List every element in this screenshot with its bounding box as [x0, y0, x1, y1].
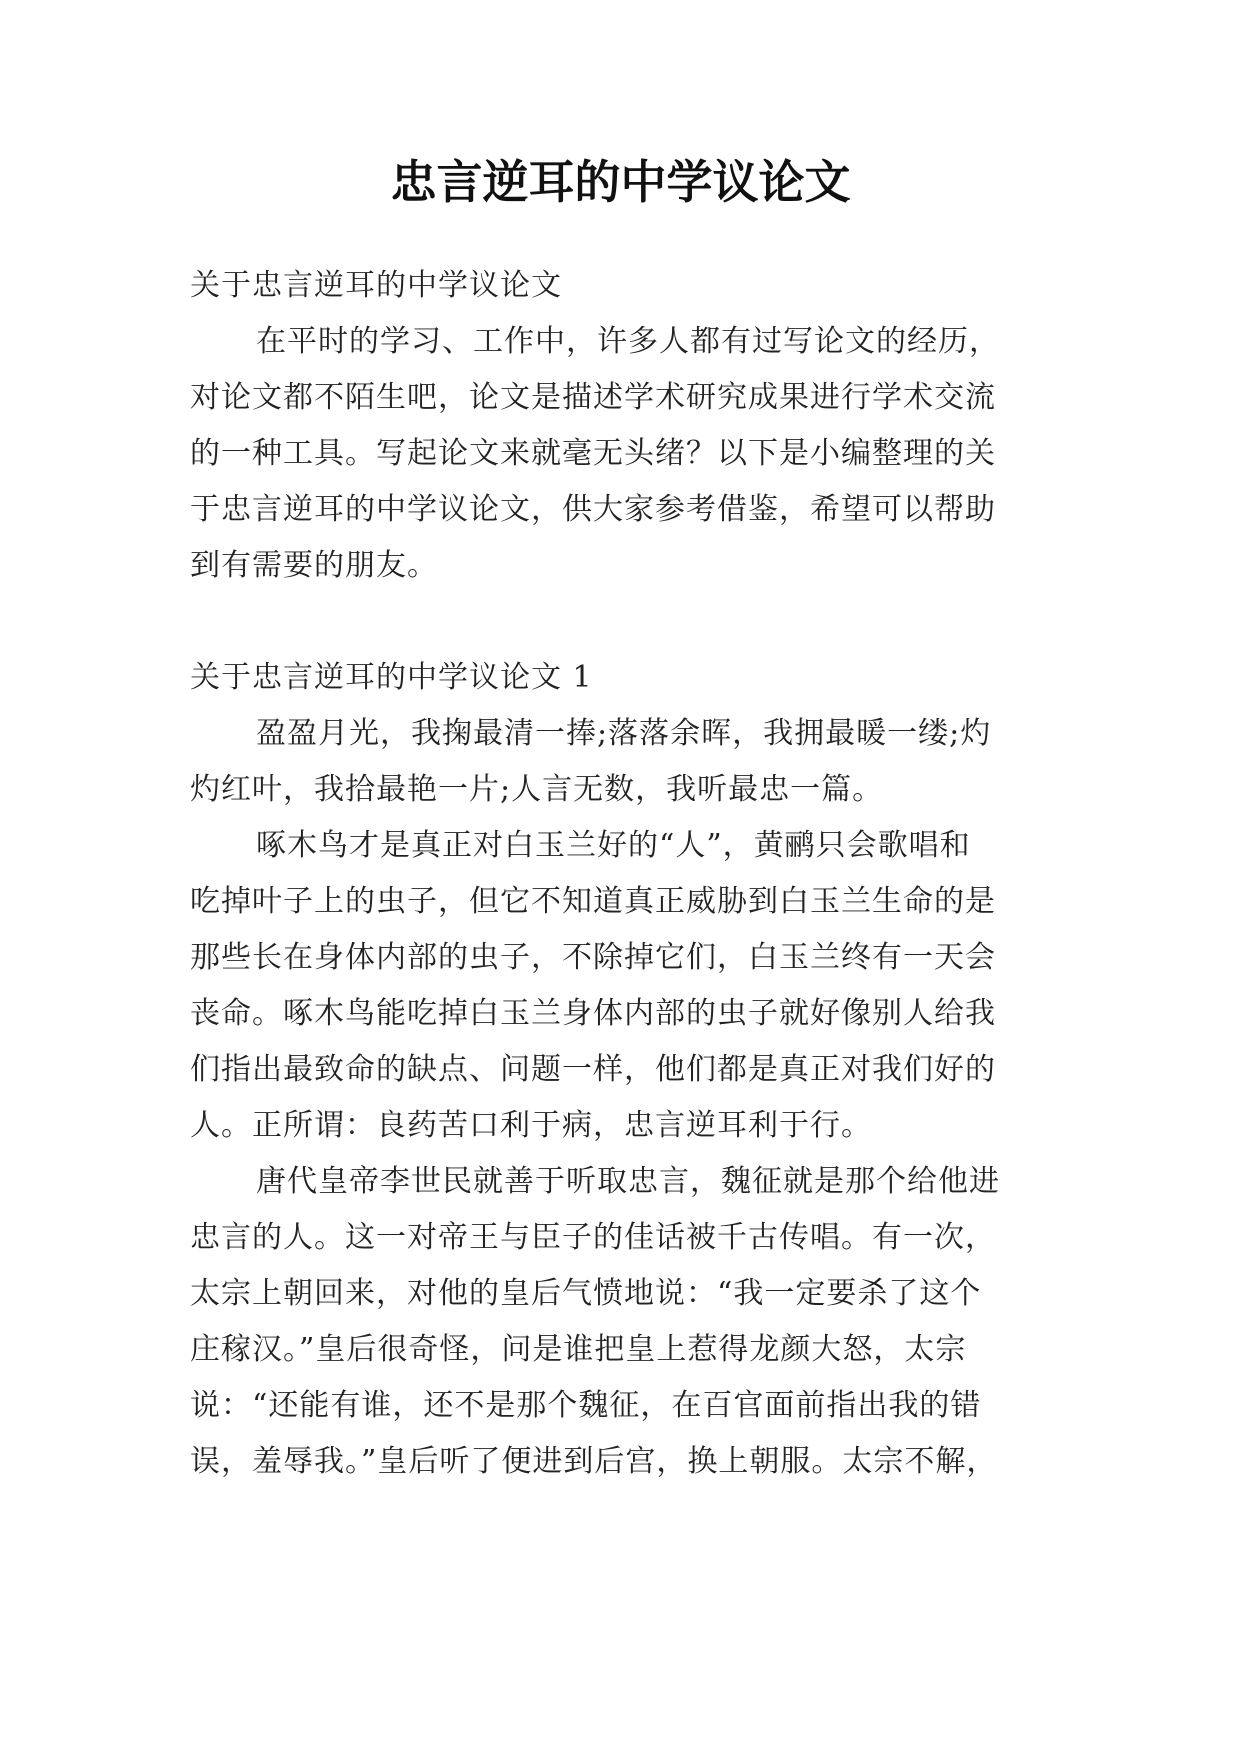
text-line: 们指出最致命的缺点、问题一样，他们都是真正对我们好的	[190, 1052, 996, 1087]
text-line: 的一种工具。写起论文来就毫无头绪？以下是小编整理的关	[190, 436, 996, 471]
document-title: 忠言逆耳的中学议论文	[390, 155, 851, 209]
text-line: 太宗上朝回来，对他的皇后气愤地说：“我一定要杀了这个	[190, 1276, 982, 1311]
text-line: 人。正所谓：良药苦口利于病，忠言逆耳利于行。	[190, 1108, 872, 1143]
text-line: 庄稼汉。”皇后很奇怪，问是谁把皇上惹得龙颜大怒，太宗	[190, 1332, 967, 1367]
text-line: 到有需要的朋友。	[190, 548, 438, 583]
text-line: 关于忠言逆耳的中学议论文	[190, 268, 562, 303]
text-line: 于忠言逆耳的中学议论文，供大家参考借鉴，希望可以帮助	[190, 492, 996, 527]
text-line: 吃掉叶子上的虫子，但它不知道真正威胁到白玉兰生命的是	[190, 884, 996, 919]
text-line: 丧命。啄木鸟能吃掉白玉兰身体内部的虫子就好像别人给我	[190, 996, 996, 1031]
document-body	[190, 258, 1065, 1490]
text-line: 在平时的学习、工作中，许多人都有过写论文的经历，	[256, 324, 1000, 359]
text-line: 啄木鸟才是真正对白玉兰好的“人”，黄鹂只会歌唱和	[256, 828, 971, 863]
text-line: 关于忠言逆耳的中学议论文 1	[190, 660, 593, 695]
text-line: 对论文都不陌生吧，论文是描述学术研究成果进行学术交流	[190, 380, 996, 415]
text-line: 灼红叶，我拾最艳一片;人言无数，我听最忠一篇。	[190, 772, 884, 807]
text-line: 误，羞辱我。”皇后听了便进到后宫，换上朝服。太宗不解，	[190, 1444, 998, 1479]
blank-line	[190, 594, 1065, 650]
text-line: 说：“还能有谁，还不是那个魏征，在百官面前指出我的错	[190, 1388, 982, 1423]
text-line: 那些长在身体内部的虫子，不除掉它们，白玉兰终有一天会	[190, 940, 996, 975]
text-line: 盈盈月光，我掬最清一捧;落落余晖，我拥最暖一缕;灼	[256, 716, 992, 751]
text-line: 唐代皇帝李世民就善于听取忠言，魏征就是那个给他进	[256, 1164, 1000, 1199]
text-line: 忠言的人。这一对帝王与臣子的佳话被千古传唱。有一次，	[190, 1220, 996, 1255]
